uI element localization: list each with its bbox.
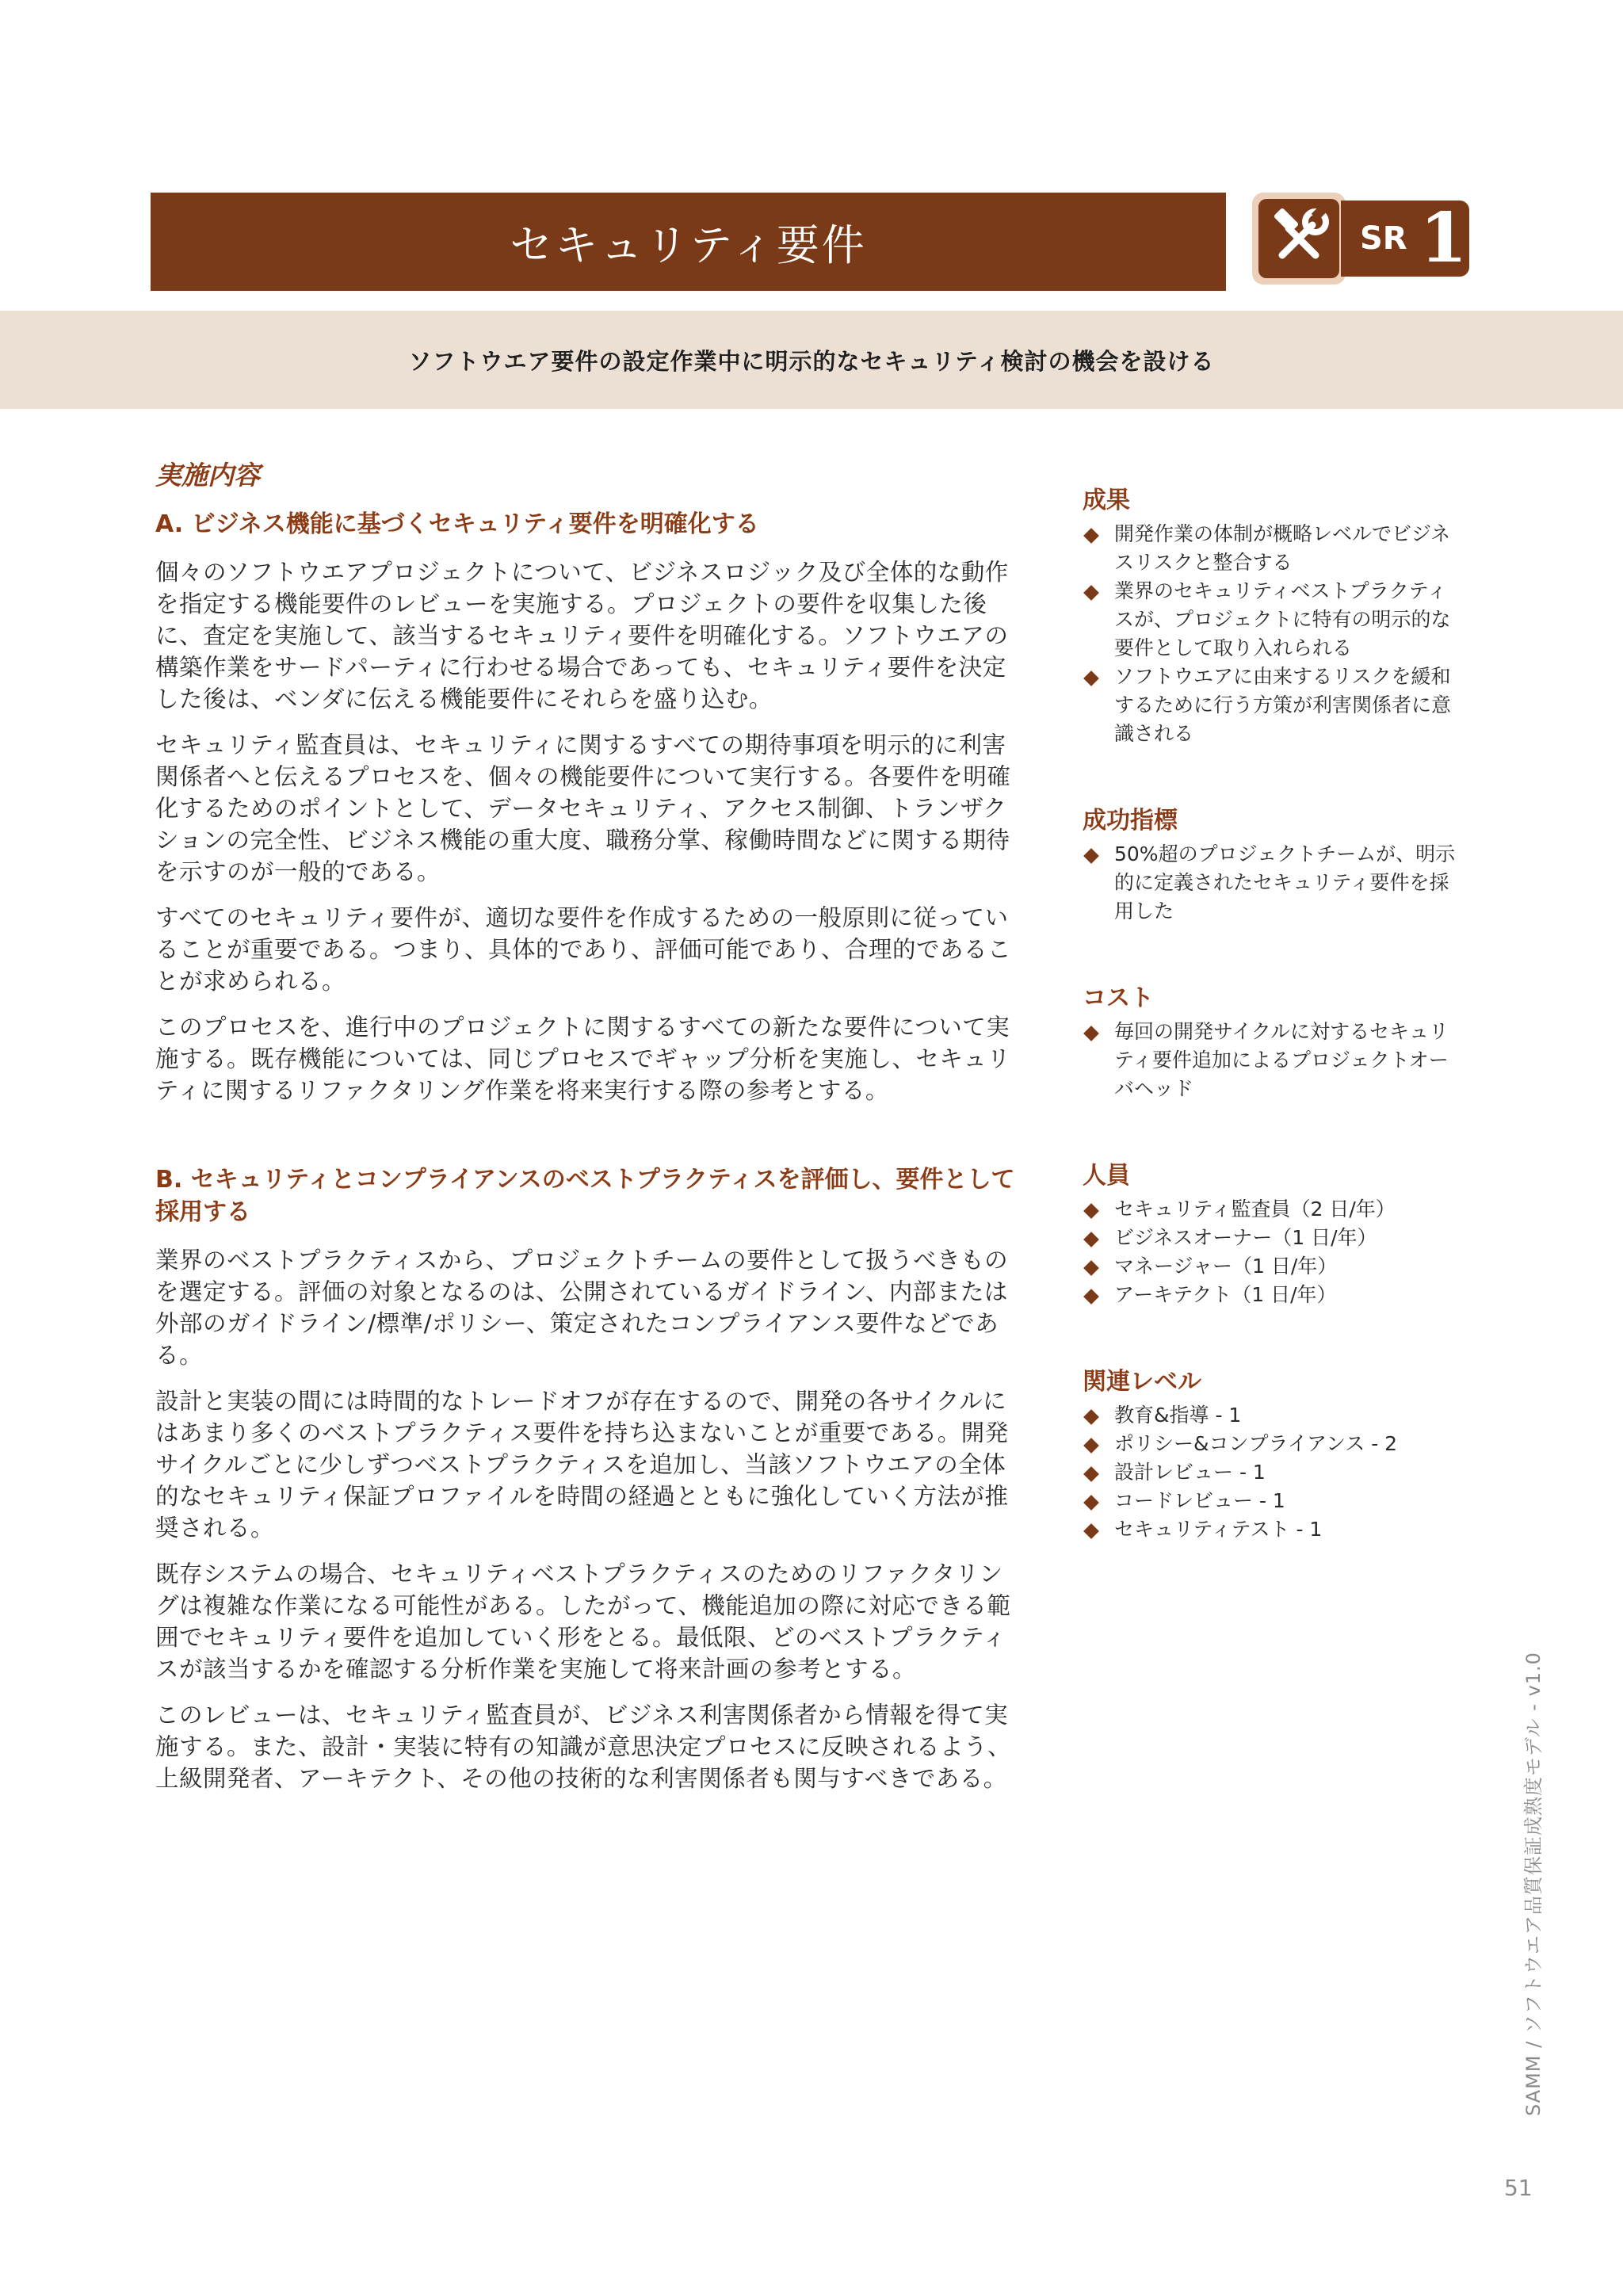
section-b-heading: B. セキュリティとコンプライアンスのベストプラクティスを評価し、要件として採用する xyxy=(155,1166,1015,1226)
list-item xyxy=(1083,1018,1463,1103)
list-item-text: 50%超のプロジェクトチームが、明示的に定義されたセキュリティ要件を採用した xyxy=(1114,842,1456,923)
list-item-text: コードレビュー - 1 xyxy=(1114,1489,1285,1512)
subtitle-band xyxy=(0,311,1623,409)
cost-block xyxy=(1083,978,1463,1103)
page-number: 51 xyxy=(1504,2175,1533,2201)
personnel-heading: 人員 xyxy=(1083,1162,1130,1190)
list-item-text: 教育&指導 - 1 xyxy=(1114,1404,1242,1427)
diamond-bullet-icon xyxy=(1083,585,1099,601)
diamond-bullet-icon xyxy=(1083,1289,1099,1305)
diamond-bullet-icon xyxy=(1083,1495,1099,1511)
list-item-text: ポリシー&コンプライアンス - 2 xyxy=(1114,1432,1398,1455)
metrics-heading: 成功指標 xyxy=(1083,807,1178,835)
related-levels-block xyxy=(1083,1362,1463,1544)
diamond-bullet-icon xyxy=(1083,1232,1099,1247)
list-item xyxy=(1083,1224,1463,1252)
list-item xyxy=(1083,1430,1463,1458)
metrics-list xyxy=(1083,840,1463,926)
metrics-block xyxy=(1083,800,1463,926)
list-item xyxy=(1083,577,1463,663)
list-item-text: 業界のセキュリティベストプラクティスが、プロジェクトに特有の明示的な要件として取り入れられる xyxy=(1114,579,1451,659)
list-item xyxy=(1083,1458,1463,1487)
page-title: セキュリティ要件 xyxy=(510,220,867,270)
diamond-bullet-icon xyxy=(1083,1523,1099,1539)
diamond-bullet-icon xyxy=(1083,1466,1099,1482)
paragraph: 業界のベストプラクティスから、プロジェクトチームの要件として扱うべきものを選定する。評価の対象となるのは、公開されているガイドライン、内部または外部のガイドライン/標準/ポリシー、策定されたコンプライアンス要件などである。 xyxy=(155,1247,1009,1369)
document-footer-text: SAMM / ソフトウエア品質保証成熟度モデル - v1.0 xyxy=(1522,1652,1545,2116)
paragraph: 個々のソフトウエアプロジェクトについて、ビジネスロジック及び全体的な動作を指定する機能要件のレビューを実施する。プロジェクトの要件を収集した後に、査定を実施して、該当するセキュリティ要件を明確化する。ソフトウエアの構築作業をサードパーティに行わせる場合であっても、セキュリティ要件を決定した後は、ベンダに伝える機能要件にそれらを盛り込む。 xyxy=(155,559,1009,712)
list-item xyxy=(1083,840,1463,926)
title-bar xyxy=(151,193,1226,291)
list-item-text: アーキテクト（1 日/年） xyxy=(1114,1283,1337,1306)
diamond-bullet-icon xyxy=(1083,670,1099,686)
paragraph: セキュリティ監査員は、セキュリティに関するすべての期待事項を明示的に利害関係者へと伝えるプロセスを、個々の機能要件について実行する。各要件を明確化するためのポイントとして、データセキュリティ、アクセス制御、トランザクションの完全性、ビジネス機能の重大度、職務分掌、稼働時間などに関する期待を示すのが一般的である。 xyxy=(155,732,1011,885)
list-item xyxy=(1083,1281,1463,1309)
hammer-wrench-icon xyxy=(1266,206,1331,271)
list-item xyxy=(1083,1487,1463,1515)
list-item xyxy=(1083,1515,1463,1544)
sidebar xyxy=(1083,480,1463,1596)
list-item-text: セキュリティ監査員（2 日/年） xyxy=(1114,1198,1396,1221)
main-content xyxy=(155,455,1019,1809)
outcomes-heading: 成果 xyxy=(1083,487,1130,514)
diamond-bullet-icon xyxy=(1083,848,1099,864)
list-item-text: セキュリティテスト - 1 xyxy=(1114,1518,1323,1541)
paragraph: このプロセスを、進行中のプロジェクトに関するすべての新たな要件について実施する。既存機能については、同じプロセスでギャップ分析を実施し、セキュリティに関するリファクタリング作業を将来実行する際の参考とする。 xyxy=(155,1014,1011,1104)
practice-badge xyxy=(1252,193,1469,285)
list-item-text: マネージャー（1 日/年） xyxy=(1114,1255,1338,1278)
diamond-bullet-icon xyxy=(1083,1203,1099,1219)
diamond-bullet-icon xyxy=(1083,1438,1099,1454)
section-a-heading: A. ビジネス機能に基づくセキュリティ要件を明確化する xyxy=(155,510,759,538)
list-item xyxy=(1083,663,1463,748)
list-item xyxy=(1083,1401,1463,1430)
badge-level: 1 xyxy=(1419,198,1468,278)
personnel-list xyxy=(1083,1195,1463,1309)
list-item-text: ソフトウエアに由来するリスクを緩和するために行う方策が利害関係者に意識される xyxy=(1114,665,1452,745)
diamond-bullet-icon xyxy=(1083,1026,1099,1041)
section-b xyxy=(155,1163,1019,1794)
list-item xyxy=(1083,1252,1463,1281)
outcomes-block xyxy=(1083,480,1463,748)
related-levels-list xyxy=(1083,1401,1463,1544)
paragraph: 設計と実装の間には時間的なトレードオフが存在するので、開発の各サイクルにはあまり多くのベストプラクティス要件を持ち込まないことが重要である。開発サイクルごとに少しずつベストプラクティスを追加し、当該ソフトウエアの全体的なセキュリティ保証プロファイルを時間の経過とともに強化していく方法が推奨される。 xyxy=(155,1388,1009,1541)
list-item-text: 毎回の開発サイクルに対するセキュリティ要件追加によるプロジェクトオーバヘッド xyxy=(1114,1020,1449,1100)
badge-icon-background xyxy=(1258,199,1339,278)
badge-icon-frame xyxy=(1252,193,1346,285)
paragraph: 既存システムの場合、セキュリティベストプラクティスのためのリファクタリングは複雑な作業になる可能性がある。したがって、機能追加の際に対応できる範囲でセキュリティ要件を追加していく形をとる。最低限、どのベストプラクティスが該当するかを確認する分析作業を実施して将来計画の参考とする。 xyxy=(155,1561,1011,1683)
diamond-bullet-icon xyxy=(1083,1409,1099,1425)
cost-list xyxy=(1083,1018,1463,1103)
badge-code: SR xyxy=(1360,220,1407,257)
list-item-text: ビジネスオーナー（1 日/年） xyxy=(1114,1226,1377,1249)
outcomes-list xyxy=(1083,520,1463,748)
list-item-text: 開発作業の体制が概略レベルでビジネスリスクと整合する xyxy=(1114,522,1451,574)
activities-heading: 実施内容 xyxy=(155,460,260,491)
section-a xyxy=(155,508,1019,1106)
list-item xyxy=(1083,520,1463,577)
badge-label xyxy=(1341,198,1469,278)
diamond-bullet-icon xyxy=(1083,1260,1099,1276)
list-item xyxy=(1083,1195,1463,1224)
paragraph: すべてのセキュリティ要件が、適切な要件を作成するための一般原則に従っていることが重要である。つまり、具体的であり、評価可能であり、合理的であることが求められる。 xyxy=(155,904,1012,995)
personnel-block xyxy=(1083,1156,1463,1309)
related-levels-heading: 関連レベル xyxy=(1083,1368,1201,1396)
page-subtitle: ソフトウエア要件の設定作業中に明示的なセキュリティ検討の機会を設ける xyxy=(408,347,1215,375)
list-item-text: 設計レビュー - 1 xyxy=(1114,1461,1266,1484)
diamond-bullet-icon xyxy=(1083,528,1099,544)
paragraph: このレビューは、セキュリティ監査員が、ビジネス利害関係者から情報を得て実施する。また、設計・実装に特有の知識が意思決定プロセスに反映されるよう、上級開発者、アーキテクト、その他の技術的な利害関係者も関与すべきである。 xyxy=(155,1702,1012,1792)
cost-heading: コスト xyxy=(1083,984,1154,1012)
